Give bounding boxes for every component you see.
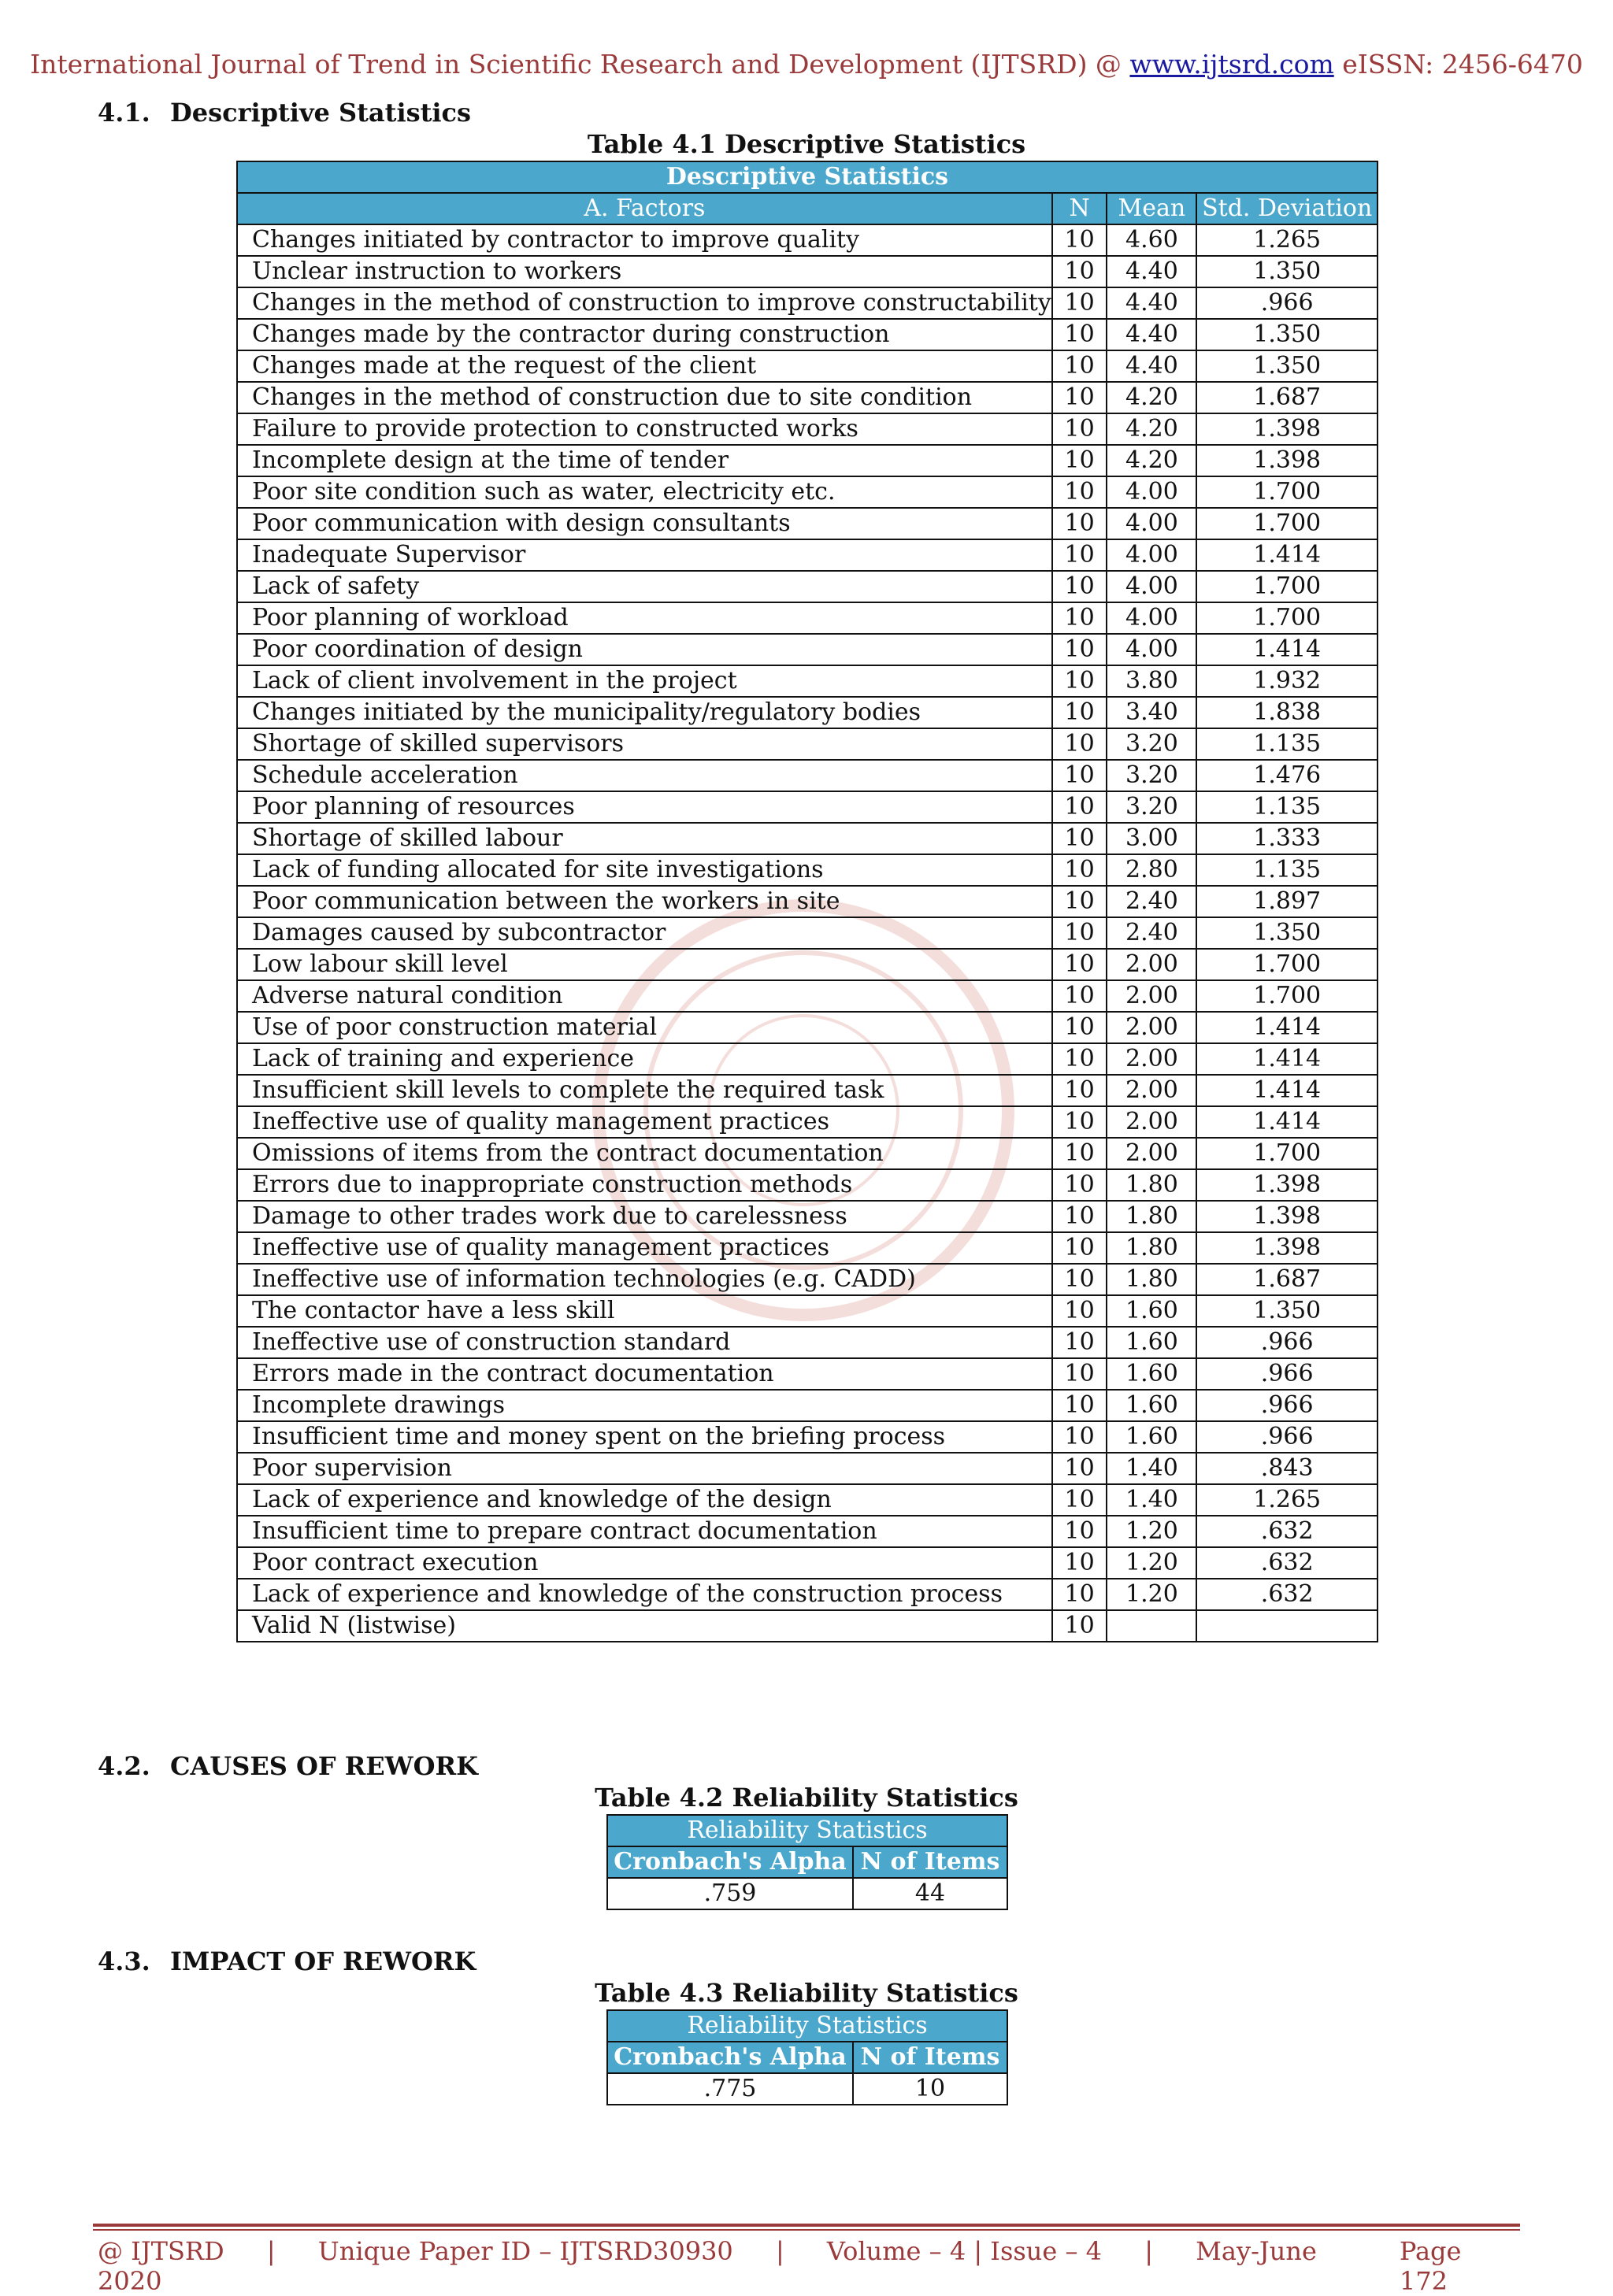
journal-name: International Journal of Trend in Scientific Research and Development (IJTSRD) @ <box>30 49 1130 80</box>
footer-page-number: Page 172 <box>1399 2236 1462 2296</box>
footer-divider <box>93 2224 1520 2231</box>
table-row <box>237 665 1378 697</box>
n-cell: 10 <box>1052 1516 1107 1547</box>
n-cell: 10 <box>1052 980 1107 1012</box>
n-cell: 10 <box>1052 445 1107 476</box>
table-row <box>237 319 1378 350</box>
section-title: Descriptive Statistics <box>170 98 472 128</box>
table-row <box>237 350 1378 382</box>
std-deviation-cell: 1.476 <box>1196 760 1378 791</box>
std-deviation-cell: .843 <box>1196 1453 1378 1484</box>
table-row <box>237 980 1378 1012</box>
std-deviation-cell: .966 <box>1196 1327 1378 1358</box>
std-deviation-cell: 1.414 <box>1196 1075 1378 1106</box>
std-deviation-cell: 1.414 <box>1196 539 1378 571</box>
mean-cell: 4.40 <box>1107 256 1196 287</box>
table-row <box>237 1610 1378 1642</box>
mean-cell: 1.80 <box>1107 1264 1196 1295</box>
std-deviation-cell: 1.687 <box>1196 382 1378 413</box>
section-number: 4.3. <box>98 1946 150 1976</box>
factor-cell: Adverse natural condition <box>237 980 1052 1012</box>
mean-cell: 1.40 <box>1107 1453 1196 1484</box>
col-header-cronbach-alpha: Cronbach's Alpha <box>607 2042 853 2073</box>
std-deviation-cell: 1.350 <box>1196 917 1378 949</box>
std-deviation-cell <box>1196 1610 1378 1642</box>
table-row <box>237 1421 1378 1453</box>
section-title: IMPACT OF REWORK <box>170 1946 476 1976</box>
table-row <box>237 949 1378 980</box>
mean-cell: 4.40 <box>1107 319 1196 350</box>
factor-cell: Use of poor construction material <box>237 1012 1052 1043</box>
mean-cell: 3.20 <box>1107 791 1196 823</box>
footer-volume-issue: Volume – 4 | Issue – 4 <box>826 2236 1103 2266</box>
factor-cell: Changes initiated by the municipality/regulatory bodies <box>237 697 1052 728</box>
table-header-row <box>237 193 1378 224</box>
section-title: CAUSES OF REWORK <box>170 1751 478 1781</box>
n-cell: 10 <box>1052 1043 1107 1075</box>
n-cell: 10 <box>1052 1201 1107 1232</box>
table-row <box>237 382 1378 413</box>
mean-cell: 3.80 <box>1107 665 1196 697</box>
table-row <box>237 1169 1378 1201</box>
mean-cell: 2.00 <box>1107 1043 1196 1075</box>
footer-paper-id: Unique Paper ID – IJTSRD30930 <box>317 2236 733 2266</box>
std-deviation-cell: 1.350 <box>1196 350 1378 382</box>
factor-cell: Poor communication between the workers in site <box>237 886 1052 917</box>
table-row <box>237 1453 1378 1484</box>
col-header-mean: Mean <box>1107 193 1196 224</box>
footer-brand: @ IJTSRD <box>98 2236 224 2266</box>
n-cell: 10 <box>1052 476 1107 508</box>
mean-cell: 2.40 <box>1107 886 1196 917</box>
n-cell: 10 <box>1052 1484 1107 1516</box>
footer-separator: | <box>1144 2236 1153 2266</box>
factor-cell: Damage to other trades work due to carelessness <box>237 1201 1052 1232</box>
table-super-header-row <box>237 161 1378 193</box>
col-header-cronbach-alpha: Cronbach's Alpha <box>607 1846 853 1878</box>
reliability-statistics-table-4-2 <box>606 1814 1008 1910</box>
factor-cell: Poor site condition such as water, electricity etc. <box>237 476 1052 508</box>
footer-separator: | <box>775 2236 784 2266</box>
std-deviation-cell: 1.398 <box>1196 413 1378 445</box>
reliability-statistics-table-4-3 <box>606 2009 1008 2105</box>
factor-cell: Ineffective use of construction standard <box>237 1327 1052 1358</box>
table-row <box>237 1579 1378 1610</box>
n-cell: 10 <box>1052 382 1107 413</box>
n-cell: 10 <box>1052 1295 1107 1327</box>
n-cell: 10 <box>1052 1106 1107 1138</box>
n-cell: 10 <box>1052 949 1107 980</box>
mean-cell: 2.00 <box>1107 980 1196 1012</box>
table-row <box>237 1484 1378 1516</box>
n-cell: 10 <box>1052 571 1107 602</box>
factor-cell: Incomplete design at the time of tender <box>237 445 1052 476</box>
mean-cell: 1.20 <box>1107 1516 1196 1547</box>
std-deviation-cell: 1.398 <box>1196 1169 1378 1201</box>
n-cell: 10 <box>1052 1579 1107 1610</box>
n-cell: 10 <box>1052 760 1107 791</box>
n-cell: 10 <box>1052 224 1107 256</box>
n-cell: 10 <box>1052 665 1107 697</box>
section-heading-4-1 <box>98 98 471 128</box>
n-cell: 10 <box>1052 917 1107 949</box>
section-number: 4.1. <box>98 98 150 128</box>
table-row <box>237 917 1378 949</box>
mean-cell: 2.00 <box>1107 1138 1196 1169</box>
mean-cell: 1.40 <box>1107 1484 1196 1516</box>
std-deviation-cell: 1.700 <box>1196 602 1378 634</box>
factor-cell: Insufficient time and money spent on the briefing process <box>237 1421 1052 1453</box>
std-deviation-cell: 1.700 <box>1196 508 1378 539</box>
factor-cell: Damages caused by subcontractor <box>237 917 1052 949</box>
table-row <box>237 1232 1378 1264</box>
factor-cell: Omissions of items from the contract documentation <box>237 1138 1052 1169</box>
n-cell: 10 <box>1052 508 1107 539</box>
factor-cell: Lack of funding allocated for site investigations <box>237 854 1052 886</box>
mean-cell: 4.00 <box>1107 602 1196 634</box>
mean-cell: 2.00 <box>1107 1075 1196 1106</box>
factor-cell: Valid N (listwise) <box>237 1610 1052 1642</box>
factor-cell: Unclear instruction to workers <box>237 256 1052 287</box>
n-cell: 10 <box>1052 1390 1107 1421</box>
factor-cell: Lack of training and experience <box>237 1043 1052 1075</box>
n-cell: 10 <box>1052 634 1107 665</box>
factor-cell: Ineffective use of information technologies (e.g. CADD) <box>237 1264 1052 1295</box>
n-cell: 10 <box>1052 1012 1107 1043</box>
footer-separator: | <box>266 2236 276 2266</box>
issn: eISSN: 2456-6470 <box>1333 49 1583 80</box>
table-row <box>237 1358 1378 1390</box>
table-row <box>237 539 1378 571</box>
mean-cell: 1.60 <box>1107 1390 1196 1421</box>
table-row <box>237 886 1378 917</box>
factor-cell: Changes made at the request of the client <box>237 350 1052 382</box>
n-cell: 10 <box>1052 1421 1107 1453</box>
table-row <box>237 1138 1378 1169</box>
factor-cell: Schedule acceleration <box>237 760 1052 791</box>
mean-cell: 1.20 <box>1107 1547 1196 1579</box>
factor-cell: Changes in the method of construction due to site condition <box>237 382 1052 413</box>
factor-cell: Poor coordination of design <box>237 634 1052 665</box>
std-deviation-cell: 1.265 <box>1196 1484 1378 1516</box>
col-header-factors: A. Factors <box>237 193 1052 224</box>
mean-cell: 3.20 <box>1107 760 1196 791</box>
table-row <box>237 1516 1378 1547</box>
table-4-2-caption: Table 4.2 Reliability Statistics <box>595 1783 1018 1813</box>
std-deviation-cell: .966 <box>1196 1358 1378 1390</box>
std-deviation-cell: 1.700 <box>1196 949 1378 980</box>
table-row <box>237 1295 1378 1327</box>
factor-cell: Inadequate Supervisor <box>237 539 1052 571</box>
page-footer <box>98 2236 1515 2296</box>
n-cell: 10 <box>1052 350 1107 382</box>
factor-cell: Insufficient skill levels to complete the required task <box>237 1075 1052 1106</box>
mean-cell: 3.00 <box>1107 823 1196 854</box>
n-cell: 10 <box>1052 1453 1107 1484</box>
n-cell: 10 <box>1052 413 1107 445</box>
mean-cell: 4.00 <box>1107 571 1196 602</box>
std-deviation-cell: 1.398 <box>1196 1201 1378 1232</box>
std-deviation-cell: 1.414 <box>1196 634 1378 665</box>
factor-cell: Insufficient time to prepare contract documentation <box>237 1516 1052 1547</box>
n-cell: 10 <box>1052 823 1107 854</box>
n-cell: 10 <box>1052 1358 1107 1390</box>
running-header <box>0 49 1613 80</box>
section-number: 4.2. <box>98 1751 150 1781</box>
mean-cell: 1.80 <box>1107 1169 1196 1201</box>
factor-cell: Errors made in the contract documentation <box>237 1358 1052 1390</box>
std-deviation-cell: 1.932 <box>1196 665 1378 697</box>
table-row <box>237 508 1378 539</box>
std-deviation-cell: .632 <box>1196 1516 1378 1547</box>
n-cell: 10 <box>1052 1075 1107 1106</box>
n-cell: 10 <box>1052 539 1107 571</box>
table-row <box>237 476 1378 508</box>
factor-cell: Ineffective use of quality management practices <box>237 1106 1052 1138</box>
std-deviation-cell: 1.897 <box>1196 886 1378 917</box>
table-row <box>237 728 1378 760</box>
factor-cell: Failure to provide protection to constructed works <box>237 413 1052 445</box>
mean-cell: 3.40 <box>1107 697 1196 728</box>
table-row <box>237 602 1378 634</box>
factor-cell: Lack of client involvement in the project <box>237 665 1052 697</box>
std-deviation-cell: 1.700 <box>1196 476 1378 508</box>
table-row <box>237 1264 1378 1295</box>
factor-cell: Lack of experience and knowledge of the design <box>237 1484 1052 1516</box>
factor-cell: Poor contract execution <box>237 1547 1052 1579</box>
footer-date: May-June 2020 <box>98 2236 1317 2296</box>
factor-cell: Errors due to inappropriate construction methods <box>237 1169 1052 1201</box>
factor-cell: Changes initiated by contractor to improve quality <box>237 224 1052 256</box>
mean-cell: 2.00 <box>1107 1012 1196 1043</box>
std-deviation-cell: 1.414 <box>1196 1106 1378 1138</box>
mean-cell: 1.60 <box>1107 1421 1196 1453</box>
table-row <box>237 571 1378 602</box>
n-cell: 10 <box>1052 1327 1107 1358</box>
table-row <box>237 1390 1378 1421</box>
factor-cell: Lack of safety <box>237 571 1052 602</box>
table-row <box>237 1012 1378 1043</box>
std-deviation-cell: 1.265 <box>1196 224 1378 256</box>
col-header-n-of-items: N of Items <box>853 2042 1007 2073</box>
std-deviation-cell: .966 <box>1196 287 1378 319</box>
n-cell: 10 <box>1052 287 1107 319</box>
table-row <box>237 413 1378 445</box>
std-deviation-cell: 1.700 <box>1196 1138 1378 1169</box>
mean-cell: 2.00 <box>1107 1106 1196 1138</box>
mean-cell: 4.60 <box>1107 224 1196 256</box>
descriptive-statistics-table <box>236 161 1378 1642</box>
mean-cell: 1.60 <box>1107 1327 1196 1358</box>
mean-cell: 4.00 <box>1107 539 1196 571</box>
n-cell: 10 <box>1052 256 1107 287</box>
n-cell: 10 <box>1052 728 1107 760</box>
section-heading-4-2 <box>98 1751 478 1781</box>
factor-cell: Changes made by the contractor during construction <box>237 319 1052 350</box>
std-deviation-cell: 1.414 <box>1196 1043 1378 1075</box>
table-row <box>237 1043 1378 1075</box>
n-cell: 10 <box>1052 1610 1107 1642</box>
table-row <box>237 791 1378 823</box>
std-deviation-cell: 1.700 <box>1196 571 1378 602</box>
std-deviation-cell: .966 <box>1196 1421 1378 1453</box>
journal-website-link[interactable]: www.ijtsrd.com <box>1129 49 1334 80</box>
factor-cell: Poor supervision <box>237 1453 1052 1484</box>
table-row <box>237 256 1378 287</box>
std-deviation-cell: 1.135 <box>1196 854 1378 886</box>
std-deviation-cell: 1.333 <box>1196 823 1378 854</box>
factor-cell: The contactor have a less skill <box>237 1295 1052 1327</box>
n-cell: 10 <box>1052 854 1107 886</box>
mean-cell: 1.80 <box>1107 1232 1196 1264</box>
table-row <box>237 823 1378 854</box>
std-deviation-cell: .632 <box>1196 1547 1378 1579</box>
mean-cell: 4.00 <box>1107 634 1196 665</box>
table-row <box>237 854 1378 886</box>
mean-cell: 1.80 <box>1107 1201 1196 1232</box>
table-row <box>237 1075 1378 1106</box>
n-cell: 10 <box>1052 319 1107 350</box>
std-deviation-cell: 1.350 <box>1196 319 1378 350</box>
cronbach-alpha-value: .759 <box>607 1878 853 1909</box>
mean-cell: 1.20 <box>1107 1579 1196 1610</box>
mean-cell: 2.40 <box>1107 917 1196 949</box>
table-row <box>237 1327 1378 1358</box>
mean-cell: 3.20 <box>1107 728 1196 760</box>
n-cell: 10 <box>1052 1232 1107 1264</box>
table-row <box>237 697 1378 728</box>
std-deviation-cell: 1.135 <box>1196 791 1378 823</box>
n-cell: 10 <box>1052 697 1107 728</box>
mean-cell: 1.60 <box>1107 1358 1196 1390</box>
std-deviation-cell: .632 <box>1196 1579 1378 1610</box>
factor-cell: Changes in the method of construction to improve constructability <box>237 287 1052 319</box>
col-header-n: N <box>1052 193 1107 224</box>
factor-cell: Ineffective use of quality management practices <box>237 1232 1052 1264</box>
n-cell: 10 <box>1052 1138 1107 1169</box>
factor-cell: Lack of experience and knowledge of the construction process <box>237 1579 1052 1610</box>
table-row <box>237 760 1378 791</box>
table-4-3-caption: Table 4.3 Reliability Statistics <box>595 1978 1018 2008</box>
mean-cell: 4.00 <box>1107 508 1196 539</box>
table-row <box>237 287 1378 319</box>
std-deviation-cell: 1.350 <box>1196 256 1378 287</box>
table-row <box>237 634 1378 665</box>
n-cell: 10 <box>1052 602 1107 634</box>
table-super-header: Reliability Statistics <box>607 1815 1007 1846</box>
factor-cell: Incomplete drawings <box>237 1390 1052 1421</box>
std-deviation-cell: 1.700 <box>1196 980 1378 1012</box>
table-4-1-caption: Table 4.1 Descriptive Statistics <box>587 129 1026 159</box>
table-super-header: Descriptive Statistics <box>237 161 1378 193</box>
std-deviation-cell: 1.398 <box>1196 1232 1378 1264</box>
mean-cell: 4.20 <box>1107 413 1196 445</box>
mean-cell: 4.00 <box>1107 476 1196 508</box>
factor-cell: Poor planning of resources <box>237 791 1052 823</box>
mean-cell <box>1107 1610 1196 1642</box>
std-deviation-cell: 1.135 <box>1196 728 1378 760</box>
n-cell: 10 <box>1052 886 1107 917</box>
col-header-std-deviation: Std. Deviation <box>1196 193 1378 224</box>
n-of-items-value: 44 <box>853 1878 1007 1909</box>
footer-left <box>98 2236 1400 2296</box>
section-heading-4-3 <box>98 1946 476 1976</box>
n-cell: 10 <box>1052 791 1107 823</box>
n-cell: 10 <box>1052 1169 1107 1201</box>
cronbach-alpha-value: .775 <box>607 2073 853 2105</box>
table-row <box>237 1547 1378 1579</box>
mean-cell: 4.40 <box>1107 287 1196 319</box>
std-deviation-cell: 1.687 <box>1196 1264 1378 1295</box>
table-row <box>237 224 1378 256</box>
mean-cell: 2.00 <box>1107 949 1196 980</box>
factor-cell: Poor planning of workload <box>237 602 1052 634</box>
mean-cell: 2.80 <box>1107 854 1196 886</box>
std-deviation-cell: 1.398 <box>1196 445 1378 476</box>
col-header-n-of-items: N of Items <box>853 1846 1007 1878</box>
factor-cell: Shortage of skilled supervisors <box>237 728 1052 760</box>
table-row <box>237 1201 1378 1232</box>
mean-cell: 4.40 <box>1107 350 1196 382</box>
mean-cell: 4.20 <box>1107 382 1196 413</box>
factor-cell: Shortage of skilled labour <box>237 823 1052 854</box>
table-row <box>237 445 1378 476</box>
mean-cell: 1.60 <box>1107 1295 1196 1327</box>
factor-cell: Poor communication with design consultants <box>237 508 1052 539</box>
factor-cell: Low labour skill level <box>237 949 1052 980</box>
n-cell: 10 <box>1052 1547 1107 1579</box>
table-super-header: Reliability Statistics <box>607 2010 1007 2042</box>
n-of-items-value: 10 <box>853 2073 1007 2105</box>
std-deviation-cell: 1.414 <box>1196 1012 1378 1043</box>
std-deviation-cell: 1.838 <box>1196 697 1378 728</box>
std-deviation-cell: 1.350 <box>1196 1295 1378 1327</box>
n-cell: 10 <box>1052 1264 1107 1295</box>
std-deviation-cell: .966 <box>1196 1390 1378 1421</box>
table-row <box>237 1106 1378 1138</box>
mean-cell: 4.20 <box>1107 445 1196 476</box>
